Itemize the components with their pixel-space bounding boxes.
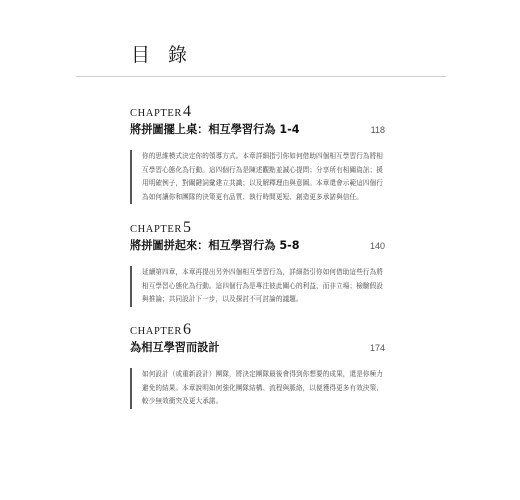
chapter-label <box>130 322 385 338</box>
chapter-heading-row <box>130 340 385 358</box>
chapter-entry-6[interactable] <box>130 322 385 409</box>
page-title: 目 錄 <box>131 44 194 66</box>
chapter-label-word: CHAPTER <box>130 108 183 119</box>
chapter-label-word: CHAPTER <box>130 326 183 337</box>
chapter-page-number: 140 <box>369 241 385 251</box>
chapter-page-number: 174 <box>369 343 385 353</box>
chapter-summary: 延續第四章，本章再提出另外四個相互學習行為，詳細指引你如何借助這些行為將相互學習心態化為行動。這四個行為是專注彼此關心的利益，而非立場；檢驗假設與推論；共同設計下一步，以及探討不可討論的議題。 <box>130 266 385 307</box>
chapter-number: 5 <box>183 219 192 236</box>
chapter-title[interactable]: 將拼圖拼起來：相互學習行為 5-8 <box>130 239 300 252</box>
chapter-entry-4[interactable] <box>130 104 385 204</box>
chapter-summary: 你的思維模式決定你的領導方式。本章詳細指引你如何借助四個相互學習行為將相互學習心態化為行動。這四個行為是陳述觀點並誠心提問；分享所有相關資訊；援用明確例子，對關鍵詞彙建立共識；以及解釋理由與意圖。本章還會示範這四個行為如何讓你和團隊的決策更有品質、執行時間更短、創造更多承諾與信任。 <box>130 150 385 204</box>
chapter-page-number: 118 <box>370 125 385 135</box>
title-divider <box>76 76 446 77</box>
chapter-label-word: CHAPTER <box>130 224 183 235</box>
chapter-label <box>130 220 385 236</box>
chapter-heading-row <box>130 122 385 140</box>
chapter-entry-5[interactable] <box>130 220 385 307</box>
chapter-label <box>130 104 385 120</box>
chapter-title[interactable]: 為相互學習而設計 <box>130 341 220 354</box>
chapter-heading-row <box>130 238 385 256</box>
chapter-summary: 如何設計（或重新設計）團隊，將決定團隊最後會得到你想要的成果，還是你極力避免的結果。本章說明如何強化團隊結構、流程與脈絡，以便獲得更多有效決策、較少無效衝突及更大承諾。 <box>130 368 385 409</box>
chapter-number: 6 <box>183 321 192 338</box>
chapter-number: 4 <box>183 103 192 120</box>
chapter-title[interactable]: 將拼圖擺上桌：相互學習行為 1-4 <box>130 123 300 136</box>
